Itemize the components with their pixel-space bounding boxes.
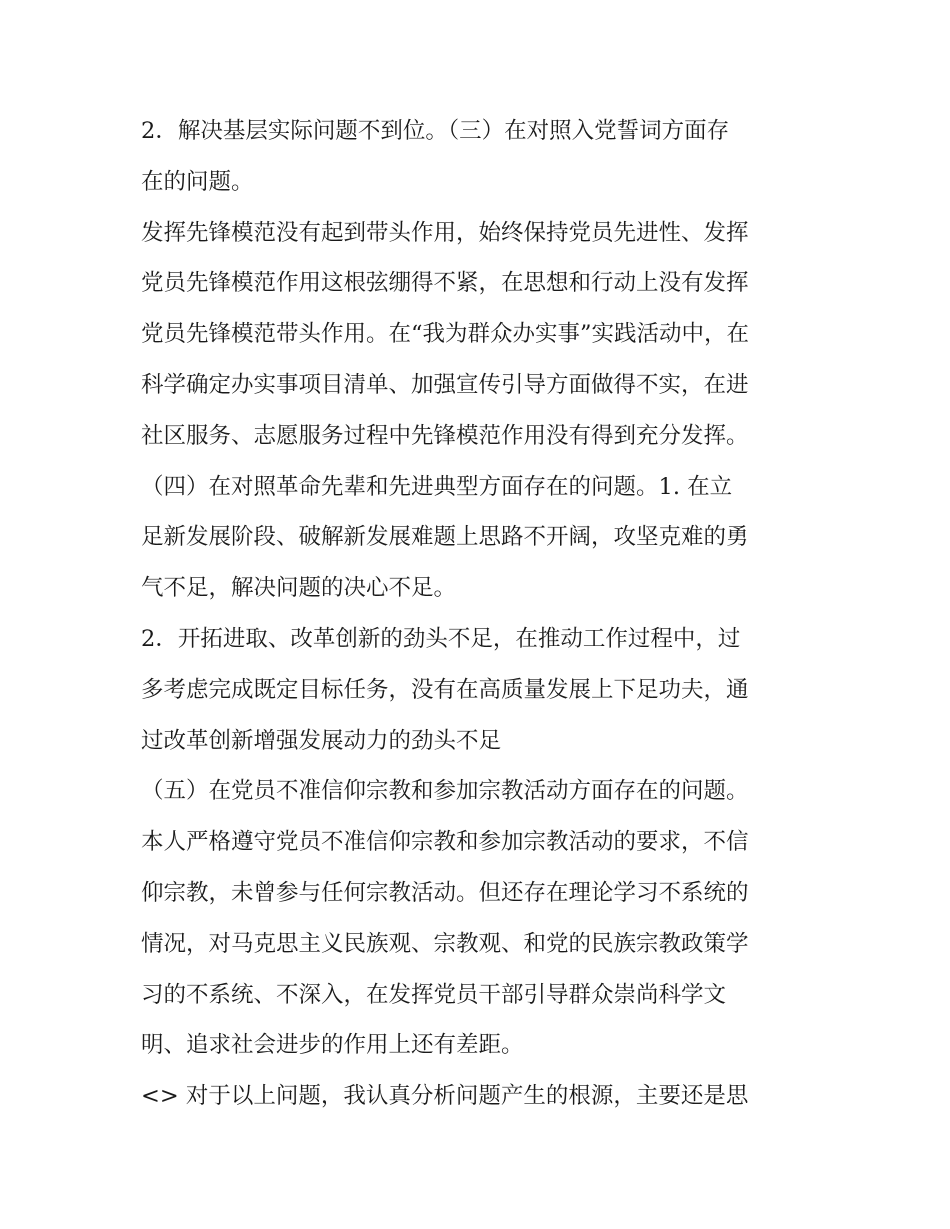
document-body bbox=[141, 106, 831, 1122]
text-line-10: 气不足，解决问题的决心不足。 bbox=[141, 575, 457, 602]
text-line-3: 发挥先锋模范没有起到带头作用，始终保持党员先进性、发挥 bbox=[141, 219, 749, 246]
text-line-15: 本人严格遵守党员不准信仰宗教和参加宗教活动的要求，不信 bbox=[141, 829, 749, 856]
text-line-16: 仰宗教，未曾参与任何宗教活动。但还存在理论学习不系统的 bbox=[141, 879, 749, 906]
text-line-18: 习的不系统、不深入，在发挥党员干部引导群众崇尚科学文 bbox=[141, 981, 727, 1008]
text-line-13: 过改革创新增强发展动力的劲头不足 bbox=[141, 727, 502, 754]
text-line-5: 党员先锋模范带头作用。在“我为群众办实事”实践活动中，在 bbox=[141, 321, 750, 348]
text-line-12: 多考虑完成既定目标任务，没有在高质量发展上下足功夫，通 bbox=[141, 676, 749, 703]
text-line-2: 在的问题。 bbox=[141, 168, 254, 195]
text-line-7: 社区服务、志愿服务过程中先锋模范作用没有得到充分发挥。 bbox=[141, 422, 749, 449]
text-line-20: <> 对于以上问题，我认真分析问题产生的根源，主要还是思 bbox=[141, 1083, 749, 1110]
text-line-9: 足新发展阶段、破解新发展难题上思路不开阔，攻坚克难的勇 bbox=[141, 524, 749, 551]
text-line-11: 2．开拓进取、改革创新的劲头不足，在推动工作过程中，过 bbox=[141, 625, 741, 652]
text-line-8: （四）在对照革命先辈和先进典型方面存在的问题。1. 在立 bbox=[141, 473, 733, 500]
text-line-14: （五）在党员不准信仰宗教和参加宗教活动方面存在的问题。 bbox=[141, 778, 749, 805]
text-line-6: 科学确定办实事项目清单、加强宣传引导方面做得不实，在进 bbox=[141, 371, 749, 398]
text-line-17: 情况，对马克思主义民族观、宗教观、和党的民族宗教政策学 bbox=[141, 930, 749, 957]
text-line-1: 2．解决基层实际问题不到位。（三）在对照入党誓词方面存 bbox=[141, 118, 730, 144]
text-line-19: 明、追求社会进步的作用上还有差距。 bbox=[141, 1032, 524, 1059]
text-line-4: 党员先锋模范作用这根弦绷得不紧，在思想和行动上没有发挥 bbox=[141, 270, 749, 297]
